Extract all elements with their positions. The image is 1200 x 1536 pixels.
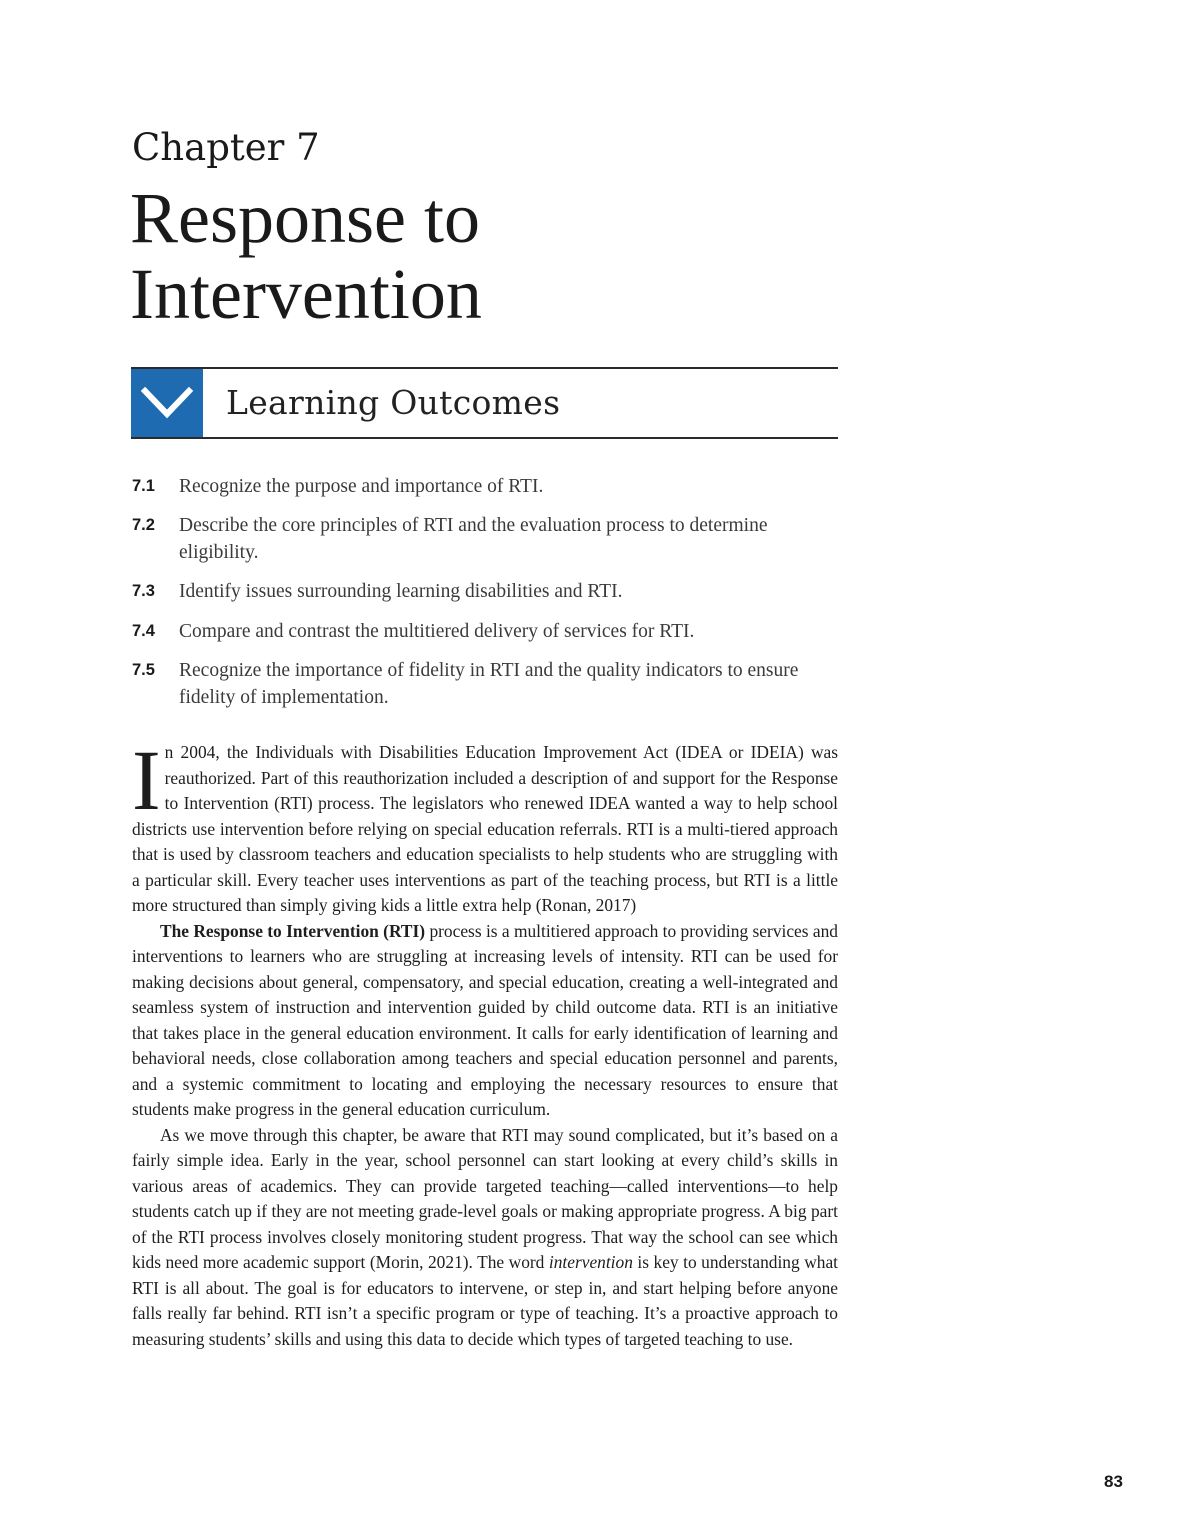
learning-outcome-item [132,578,812,605]
paragraph-text: process is a multitiered approach to providing services and interventions to learners who are struggling at increasing levels of intensity. RTI can be used for making decisions about general, compensatory, and special education, creating a well-integrated and seamless system of instruction and intervention guided by child outcome data. RTI is an initiative that takes place in the general education environment. It calls for early identification of learning and behavioral needs, close collaboration among teachers and special education personnel and parents, and a systemic commitment to locating and employing the necessary resources to ensure that students make progress in the general education curriculum. [132,920,839,1119]
outcome-text: Compare and contrast the multitiered delivery of services for RTI. [179,621,695,642]
learning-outcome-item [132,657,812,711]
chapter-label: Chapter 7 [132,126,320,169]
chapter-body [132,732,839,1352]
outcome-number: 7.3 [132,582,155,600]
key-term: The Response to Intervention (RTI) [160,920,426,941]
outcome-text: Identify issues surrounding learning disabilities and RTI. [179,581,623,602]
chapter-title-line-2: Intervention [130,254,482,334]
learning-outcome-item [132,512,812,566]
outcome-text: Describe the core principles of RTI and the evaluation process to determine eligibility. [179,515,768,563]
chevron-down-icon [131,369,203,437]
learning-outcomes-heading: Learning Outcomes [226,383,561,422]
page-number: 83 [1104,1472,1123,1491]
learning-outcome-item [132,618,812,645]
outcome-number: 7.1 [132,477,155,495]
outcome-number: 7.5 [132,661,155,679]
learning-outcomes-top-rule [131,367,838,369]
chapter-title-line-1: Response to [130,178,480,258]
learning-outcomes-bottom-rule [131,437,838,439]
outcome-text: Recognize the purpose and importance of RTI. [179,476,544,497]
outcome-number: 7.4 [132,622,155,640]
drop-cap: I [132,732,161,828]
paragraph-text: As we move through this chapter, be aware that RTI may sound complicated, but it’s based on a fairly simple idea. Early in the year, school personnel can start looking at every child’s skills in various areas of academics. They can provide targeted teaching—called interventions—to help students catch up if they are not meeting grade-level goals or making appropriate progress. A big part of the RTI process involves closely monitoring student progress. That way the school can see which kids need more academic support (Morin, 2021). The word [132,1124,838,1272]
outcome-number: 7.2 [132,516,155,534]
chapter-title [130,180,482,332]
paragraph-text: n 2004, the Individuals with Disabilities Education Improvement Act (IDEA or IDEIA) was reauthorized. Part of this reauthorization included a description of and support for the Response to Intervention (RTI) process. The legislators who renewed IDEA wanted a way to help school districts use intervention before relying on special education referrals. RTI is a multi-tiered approach that is used by classroom teachers and education specialists to help students who are struggling with a particular skill. Every teacher uses interventions as part of the teaching process, but RTI is a little more structured than simply giving kids a little extra help (Ronan, 2017) [132,742,838,915]
emphasized-term: intervention [548,1252,633,1272]
body-paragraph [132,732,838,919]
learning-outcome-item [132,473,812,500]
paragraph-text: is key to understanding what RTI is all about. The goal is for educators to intervene, or step in, and start helping before anyone falls really far behind. RTI isn’t a specific program or type of teaching. It’s a proactive approach to measuring students’ skills and using this data to decide which types of targeted teaching to use. [132,1252,838,1349]
learning-outcomes-icon-box [131,369,203,437]
body-paragraph [132,1123,838,1353]
body-paragraph [132,919,838,1123]
outcome-text: Recognize the importance of fidelity in RTI and the quality indicators to ensure fidelity of implementation. [179,660,799,708]
